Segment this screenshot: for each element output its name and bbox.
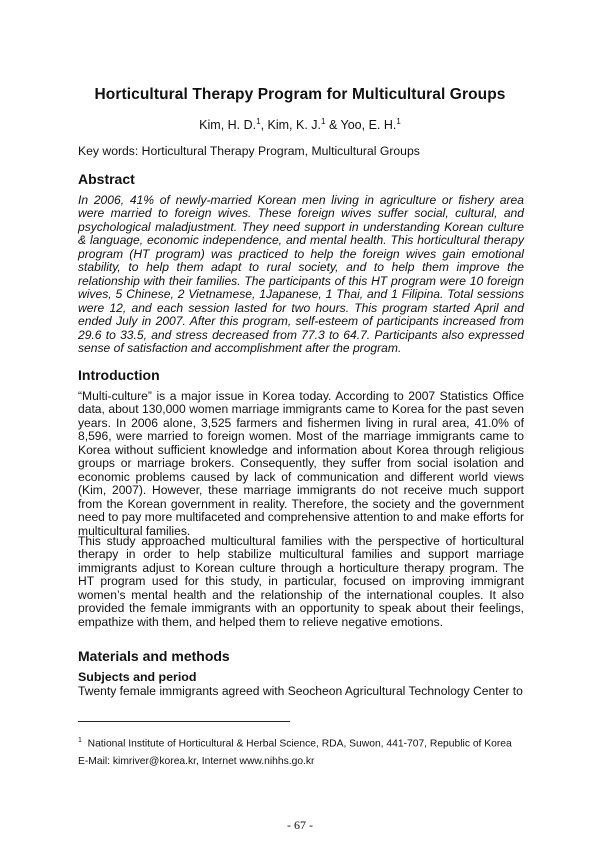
introduction-paragraph-2: This study approached multicultural families with the perspective of horticultural therapy in order to help stabilize multicultural families and support marriage immigrants adjust to Korean culture through a horticulture therapy program. The HT program used for this study, in particular, focused on improving immigrant women’s mental health and the relationship of the international couples. It also provided the female immigrants with an opportunity to speak about their feelings, empathize with them, and helped them to relieve negative emotions.: [78, 534, 524, 629]
author-name: Yoo, E. H.: [340, 118, 397, 133]
affiliation-mark: 1: [256, 117, 261, 126]
author-separator: ,: [260, 118, 268, 133]
keywords-line: Key words: Horticultural Therapy Program, Multicultural Groups: [78, 144, 420, 158]
footnote-contact: E-Mail: kimriver@korea.kr, Internet www.nihhs.go.kr: [78, 756, 315, 767]
author-name: Kim, H. D.: [199, 118, 257, 133]
introduction-paragraph-1: “Multi-culture” is a major issue in Korea today. According to 2007 Statistics Office data, about 130,000 women marriage immigrants came to Korea for the past seven years. In 2006 alone, 3,525 farmers and fishermen living in rural area, 41.0% of 8,596, were married to foreign women. Most of the marriage immigrants came to Korea without sufficient knowledge and information about Korea through religious groups or marriage brokers. Consequently, they suffer from social isolation and economic problems caused by lack of communication and different world views (Kim, 2007). However, these marriage immigrants do not receive much support from the Korean government in reality. Therefore, the society and the government need to pay more multifaceted and comprehensive attention to and make efforts for multicultural families.: [78, 389, 524, 538]
author-separator: &: [325, 118, 341, 133]
page-number: - 67 -: [287, 818, 313, 832]
affiliation-mark: 1: [321, 117, 326, 126]
affiliation-mark: 1: [396, 117, 401, 126]
abstract-text: In 2006, 41% of newly-married Korean men living in agriculture or fishery area were married to foreign wives. These foreign wives suffer social, cultural, and psychological maladjustment. They need support in understanding Korean culture & language, economic independence, and mental health. This horticultural therapy program (HT program) was practiced to help the foreign wives gain emotional stability, to help them adapt to rural society, and to help them improve the relationship with their families. The participants of this HT program were 10 foreign wives, 5 Chinese, 2 Vietnamese, 1Japanese, 1 Thai, and 1 Filipina. Total sessions were 12, and each session lasted for two hours. This program started April and ended July in 2007. After this program, self-esteem of participants increased from 29.6 to 33.5, and stress decreased from 77.3 to 64.7. Participants also expressed sense of satisfaction and accomplishment after the program.: [78, 193, 524, 355]
author-name: Kim, K. J.: [267, 118, 322, 133]
affiliation-text: National Institute of Horticultural & Herbal Science, RDA, Suwon, 441-707, Republic of Korea: [87, 738, 512, 750]
methods-text: Twenty female immigrants agreed with Seocheon Agricultural Technology Center to: [78, 684, 523, 698]
footnote-mark: 1: [78, 737, 82, 744]
footnote-affiliation: [78, 737, 538, 749]
abstract-heading: Abstract: [78, 171, 135, 187]
footnote-divider: [78, 721, 290, 722]
subjects-subheading: Subjects and period: [78, 670, 197, 684]
introduction-heading: Introduction: [78, 367, 160, 383]
author-list: [0, 117, 600, 132]
paper-title: Horticultural Therapy Program for Multicultural Groups: [94, 86, 506, 103]
methods-heading: Materials and methods: [78, 648, 230, 664]
